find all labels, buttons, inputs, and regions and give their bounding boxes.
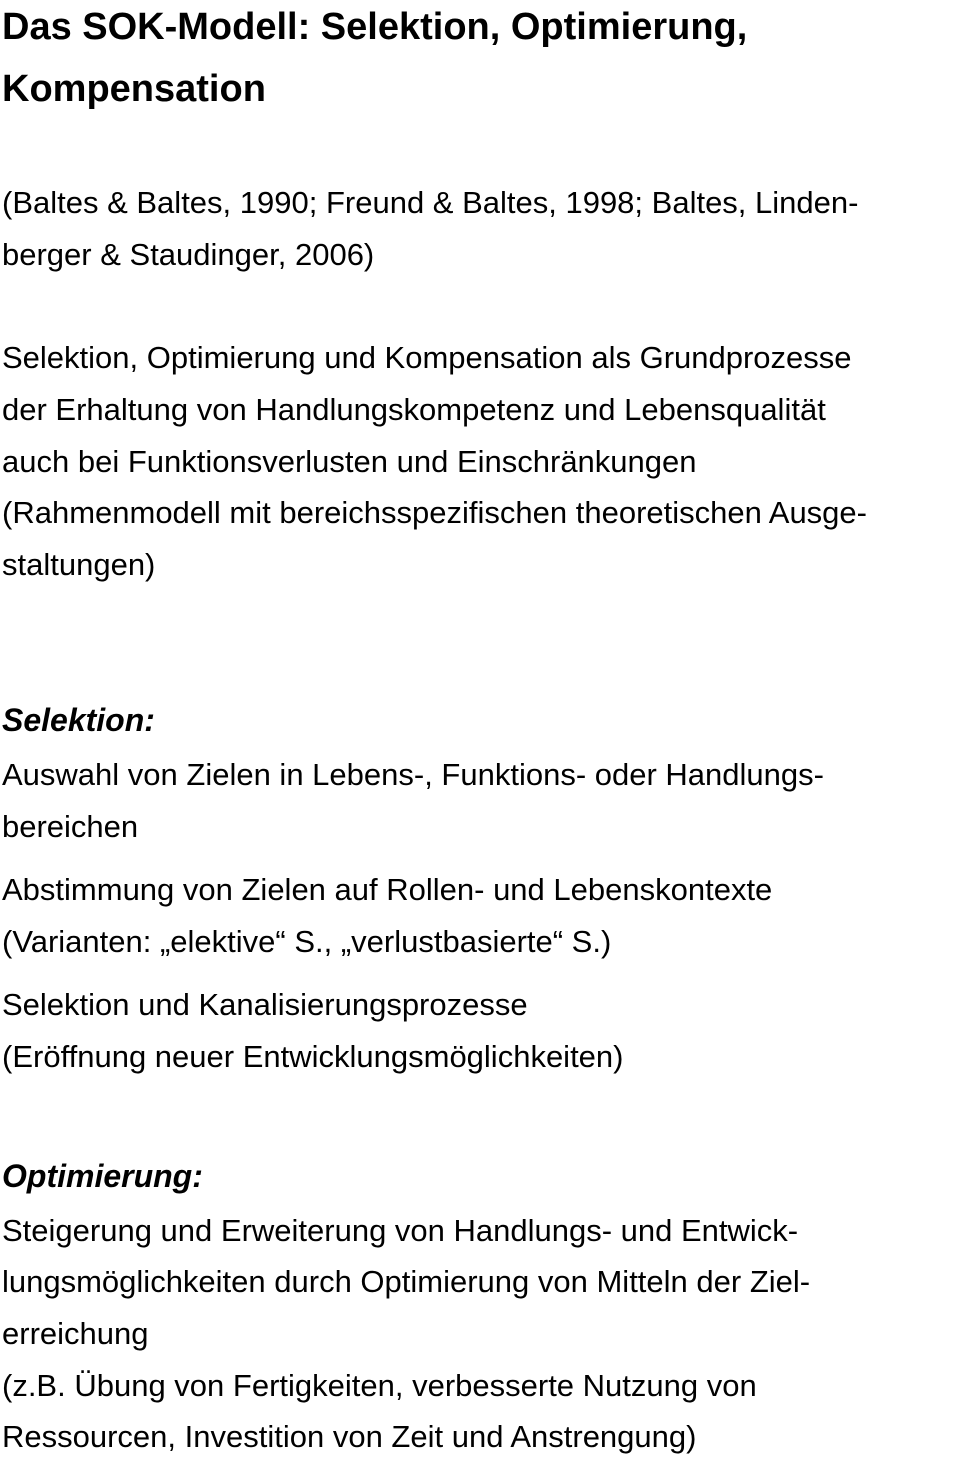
citation-line-1: (Baltes & Baltes, 1990; Freund & Baltes, 1998; Baltes, Linden- <box>2 185 859 220</box>
optimierung-line-1: Steigerung und Erweiterung von Handlungs- und Entwick- <box>2 1213 799 1248</box>
document-title-line-2: Kompensation <box>2 68 266 110</box>
selektion-line-3: Abstimmung von Zielen auf Rollen- und Lebenskontexte <box>2 872 773 907</box>
optimierung-line-3: erreichung <box>2 1316 149 1351</box>
selektion-line-1: Auswahl von Zielen in Lebens-, Funktions- oder Handlungs- <box>2 757 824 792</box>
selektion-line-6: (Eröffnung neuer Entwicklungsmöglichkeiten) <box>2 1039 624 1074</box>
optimierung-line-4: (z.B. Übung von Fertigkeiten, verbesserte Nutzung von <box>2 1368 757 1403</box>
intro-line-5: staltungen) <box>2 547 156 582</box>
intro-line-2: der Erhaltung von Handlungskompetenz und Lebensqualität <box>2 392 826 427</box>
selektion-line-4: (Varianten: „elektive“ S., „verlustbasierte“ S.) <box>2 924 612 959</box>
citation-line-2: berger & Staudinger, 2006) <box>2 237 375 272</box>
selektion-line-2: bereichen <box>2 809 139 844</box>
optimierung-line-2: lungsmöglichkeiten durch Optimierung von Mitteln der Ziel- <box>2 1264 811 1299</box>
selektion-heading: Selektion: <box>2 702 155 738</box>
intro-line-1: Selektion, Optimierung und Kompensation als Grundprozesse <box>2 340 852 375</box>
document-title-line-1: Das SOK-Modell: Selektion, Optimierung, <box>2 6 748 48</box>
intro-line-4: (Rahmenmodell mit bereichsspezifischen theoretischen Ausge- <box>2 495 867 530</box>
optimierung-heading: Optimierung: <box>2 1158 203 1194</box>
selektion-line-5: Selektion und Kanalisierungsprozesse <box>2 987 528 1022</box>
optimierung-line-5: Ressourcen, Investition von Zeit und Anstrengung) <box>2 1419 697 1454</box>
intro-line-3: auch bei Funktionsverlusten und Einschränkungen <box>2 444 697 479</box>
